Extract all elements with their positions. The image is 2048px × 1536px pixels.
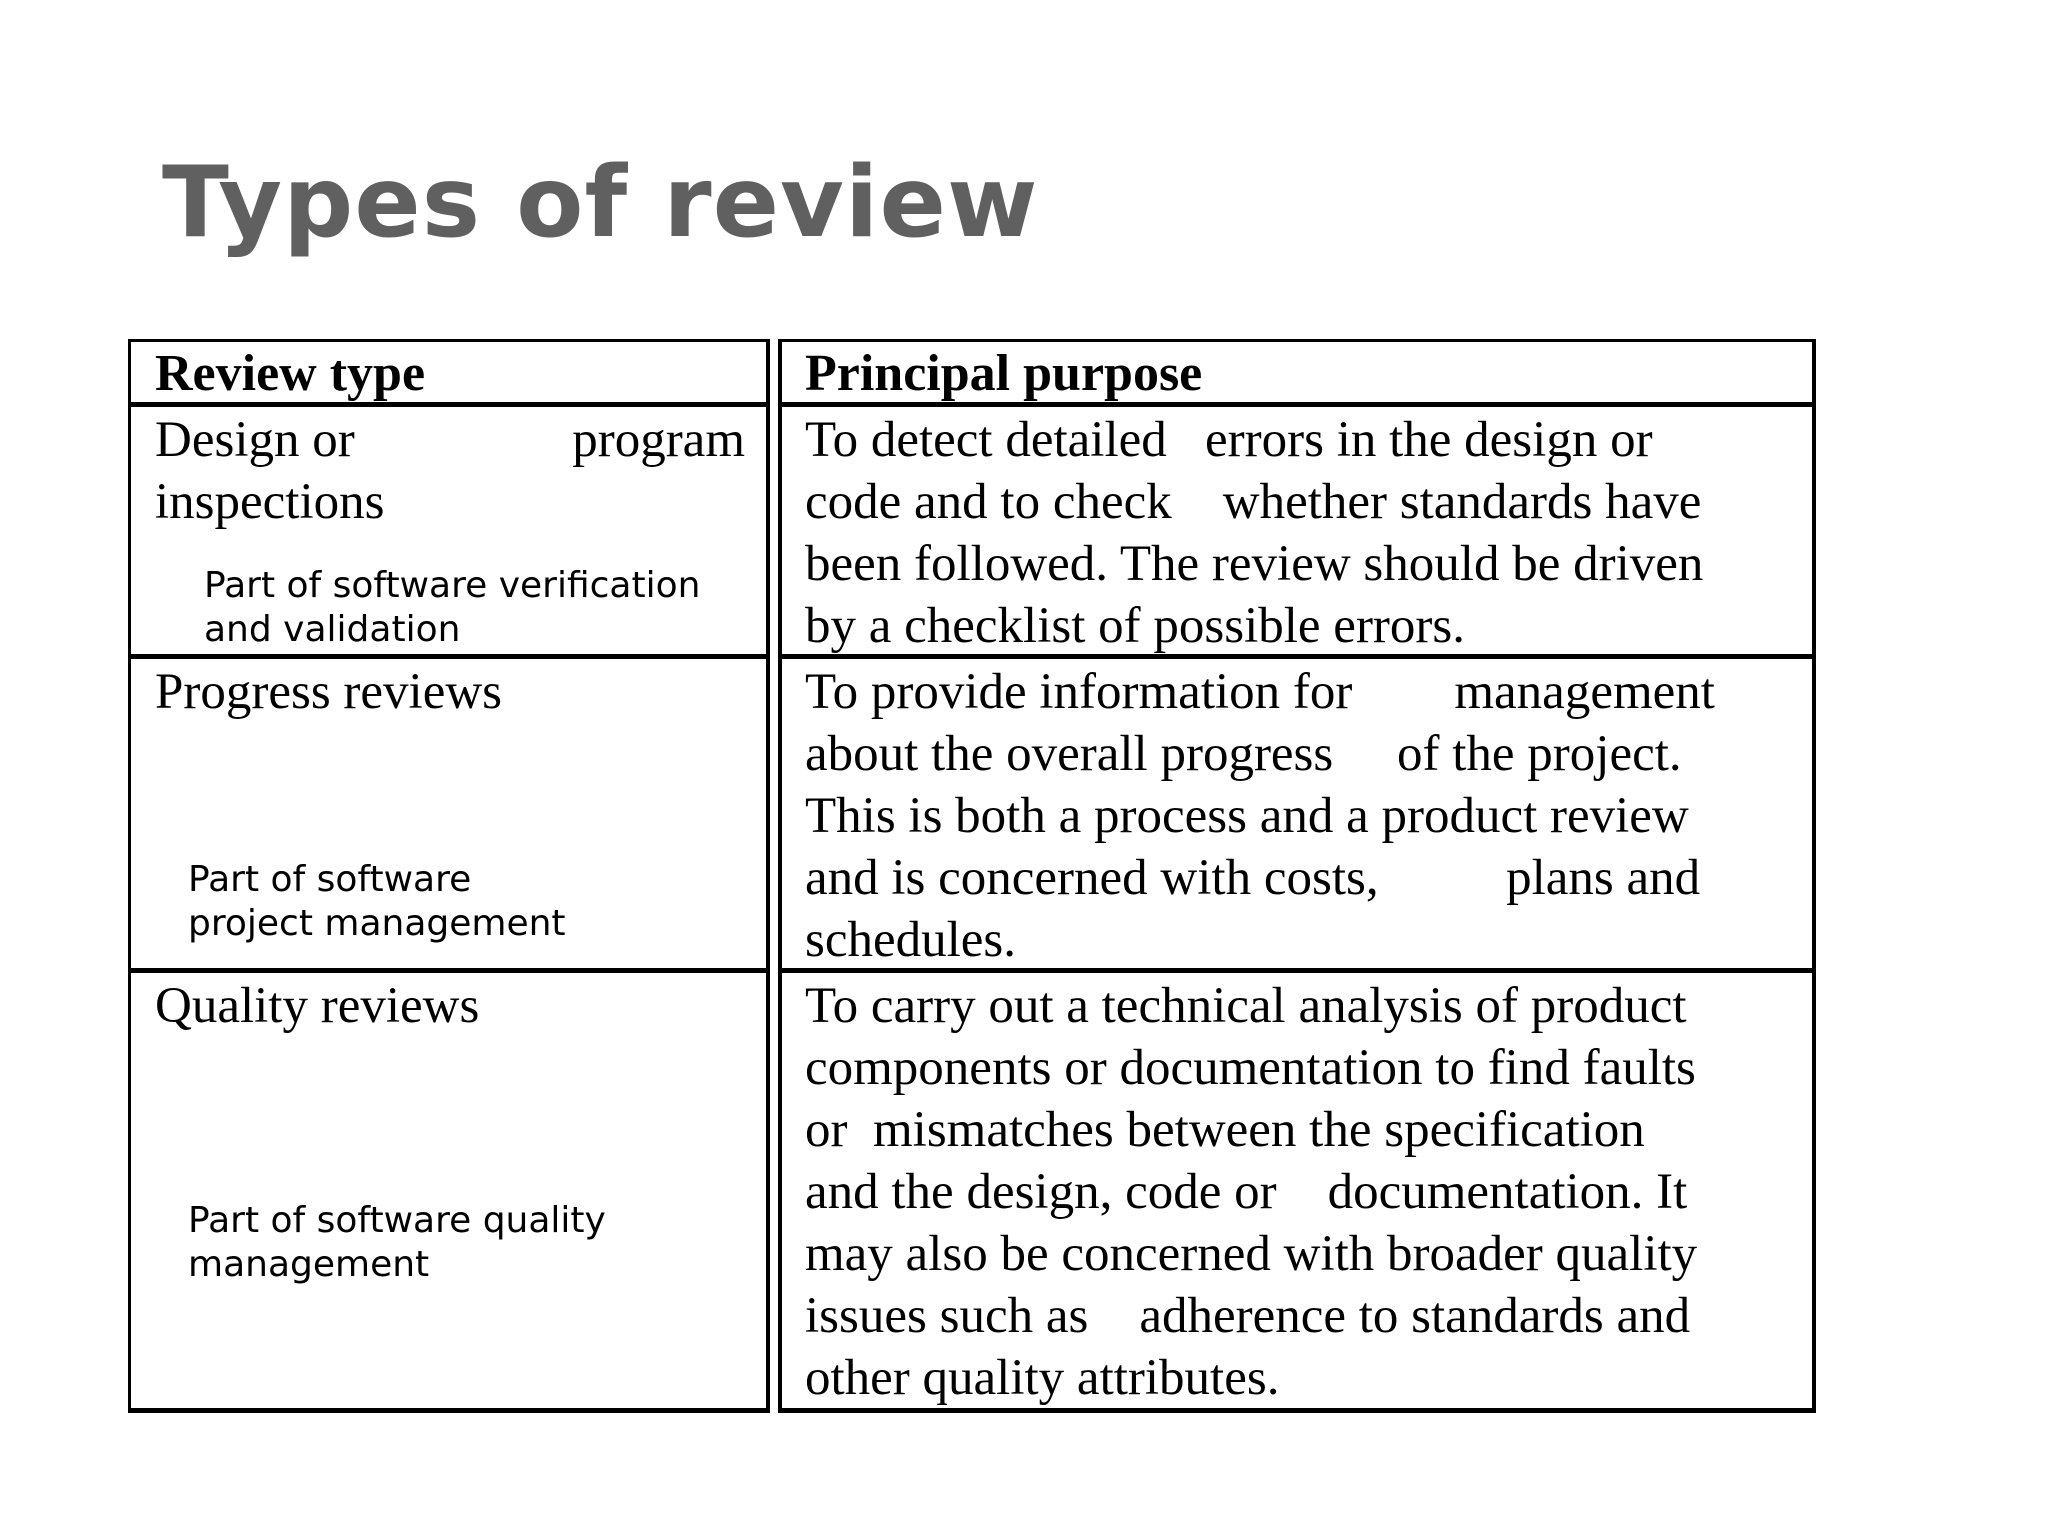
table-top-rule-right — [780, 339, 1816, 342]
row2-review-type: Progress reviews — [155, 664, 503, 720]
table-right-rule — [1812, 339, 1816, 1413]
row3-note-line1: Part of software quality — [188, 1200, 606, 1241]
table-bottom-rule-left — [128, 1408, 768, 1413]
row2-purpose-line: To provide information for management — [805, 664, 1715, 720]
row3-purpose-line: other quality attributes. — [805, 1350, 1280, 1406]
row1-purpose-line: code and to check whether standards have — [805, 474, 1702, 530]
column-divider-left — [766, 339, 770, 1413]
row1-note-line1: Part of software verification — [204, 565, 701, 606]
row3-purpose-line: or mismatches between the specification — [805, 1102, 1645, 1158]
row1-note-line2: and validation — [204, 609, 461, 650]
row2-purpose-line: and is concerned with costs, plans and — [805, 850, 1701, 906]
row3-purpose-line: To carry out a technical analysis of product — [805, 978, 1687, 1034]
row3-note-line2: management — [188, 1244, 430, 1285]
row3-purpose-line: may also be concerned with broader quality — [805, 1226, 1698, 1282]
row1-principal-purpose — [805, 409, 1703, 657]
row2-purpose-line: schedules. — [805, 912, 1017, 968]
row3-principal-purpose — [805, 975, 1697, 1409]
row2-bottom-rule-left — [128, 968, 768, 973]
row2-purpose-line: about the overall progress of the project. — [805, 726, 1682, 782]
row1-review-type-line2: inspections — [155, 474, 385, 530]
row3-purpose-line: issues such as adherence to standards and — [805, 1288, 1691, 1344]
review-types-table — [128, 339, 1818, 1415]
row1-purpose-line: To detect detailed errors in the design or — [805, 412, 1653, 468]
column-divider-right — [778, 339, 782, 1413]
row1-review-type-line1-left: Design or — [155, 412, 355, 468]
row2-purpose-line: This is both a process and a product review — [805, 788, 1689, 844]
table-left-rule — [128, 339, 131, 1413]
row2-note-line2: project management — [188, 903, 566, 944]
row3-purpose-line: and the design, code or documentation. It — [805, 1164, 1688, 1220]
row2-note-line1: Part of software — [188, 859, 472, 900]
row2-note — [188, 858, 566, 946]
row3-note — [188, 1199, 606, 1287]
row1-review-type-line1-right: program — [572, 412, 745, 468]
header-review-type: Review type — [155, 345, 426, 402]
row1-purpose-line: been followed. The review should be driven — [805, 536, 1704, 592]
slide-title: Types of review — [162, 146, 1039, 260]
row2-principal-purpose — [805, 661, 1715, 971]
row1-note — [204, 564, 700, 652]
row1-purpose-line: by a checklist of possible errors. — [805, 598, 1465, 654]
table-top-rule-left — [128, 339, 768, 342]
row3-purpose-line: components or documentation to find faults — [805, 1040, 1696, 1096]
row1-bottom-rule-left — [128, 654, 768, 659]
row1-review-type — [155, 409, 745, 533]
header-principal-purpose: Principal purpose — [805, 345, 1203, 402]
row3-review-type: Quality reviews — [155, 978, 480, 1034]
